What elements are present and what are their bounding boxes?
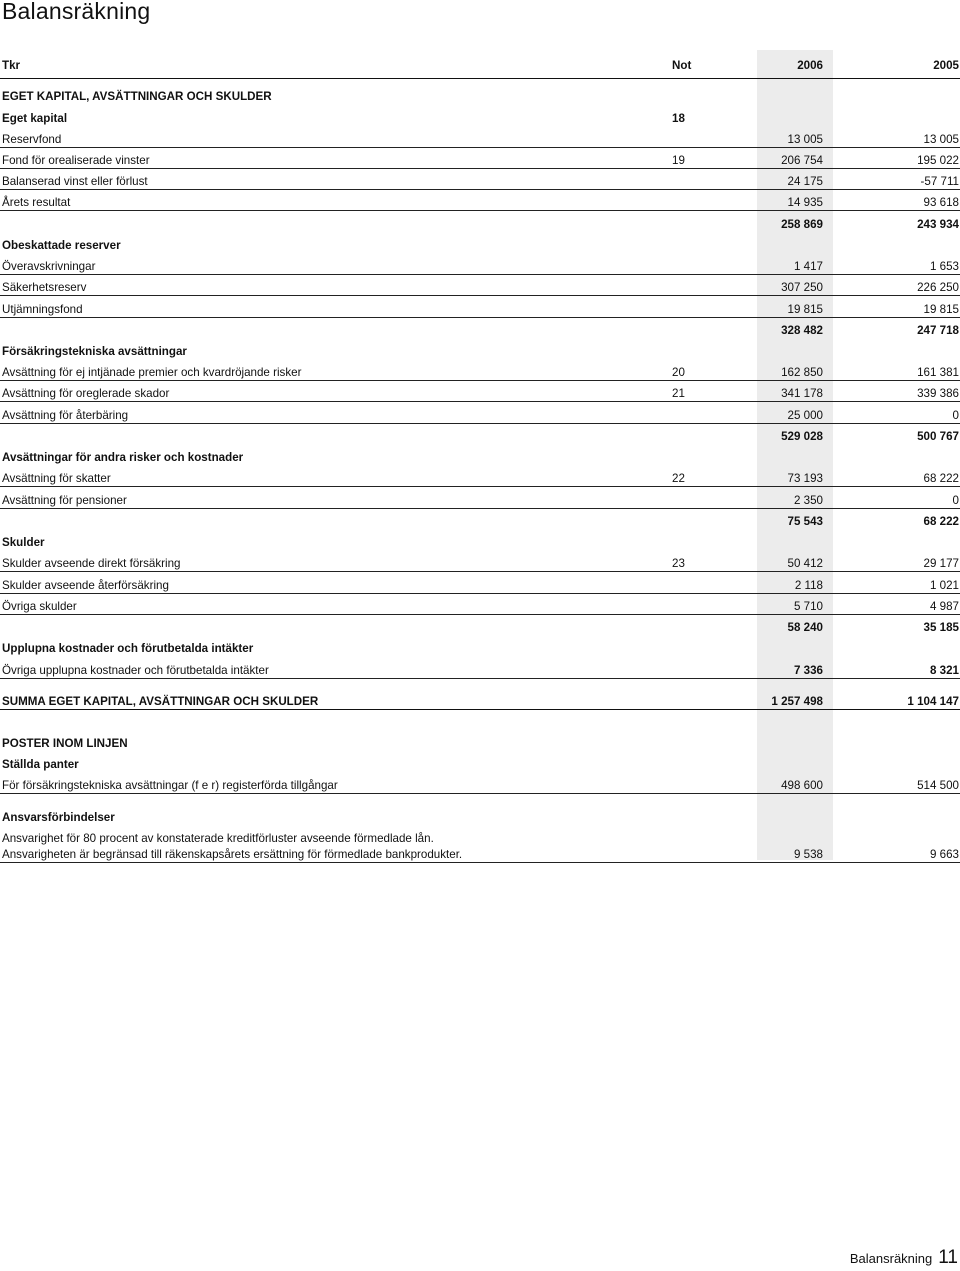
row-value-2006: 9 538: [793, 848, 823, 861]
divider: [0, 78, 960, 79]
row-note: 19: [672, 154, 685, 167]
row-label: Skulder avseende direkt försäkring: [2, 557, 181, 570]
table-row: [0, 106, 960, 126]
footer-text: Balansräkning: [849, 1251, 933, 1266]
row-value-2006: 498 600: [781, 779, 823, 792]
table-row: [0, 148, 960, 168]
row-label: Utjämningsfond: [2, 303, 83, 316]
row-note: 18: [672, 112, 685, 125]
row-value-2005: 29 177: [923, 557, 959, 570]
row-label: Övriga upplupna kostnader och förutbetalda intäkter: [2, 664, 269, 677]
row-divider: [0, 401, 960, 402]
table-row: [0, 424, 960, 444]
table-row: [0, 636, 960, 656]
row-label: För försäkringstekniska avsättningar (f e r) registerförda tillgångar: [2, 779, 338, 792]
row-value-2005: 500 767: [917, 430, 959, 443]
row-value-2006: 2 118: [794, 579, 823, 592]
row-label: SUMMA EGET KAPITAL, AVSÄTTNINGAR OCH SKULDER: [2, 695, 319, 708]
row-value-2006: 50 412: [787, 557, 823, 570]
row-note: 20: [672, 366, 685, 379]
table-row: [0, 233, 960, 253]
row-divider: [0, 793, 960, 794]
row-value-2006: 1 417: [793, 260, 823, 273]
row-value-2006: 13 005: [787, 133, 823, 146]
row-value-2006: 24 175: [787, 175, 823, 188]
row-label: Årets resultat: [2, 196, 71, 209]
table-row: [0, 318, 960, 338]
row-value-2006: 258 869: [781, 218, 823, 231]
row-label: POSTER INOM LINJEN: [2, 737, 128, 750]
row-value-2005: 68 222: [923, 472, 959, 485]
row-value-2006: 14 935: [787, 196, 823, 209]
row-value-2006: 341 178: [781, 387, 823, 400]
row-value-2005: 19 815: [923, 303, 959, 316]
row-value-2005: 0: [952, 409, 959, 422]
row-value-2006: 2 350: [793, 494, 823, 507]
row-label: Överavskrivningar: [2, 260, 96, 273]
page-title: Balansräkning: [2, 0, 151, 24]
table-row: [0, 773, 960, 793]
row-value-2005: 1 021: [929, 579, 959, 592]
row-label: Obeskattade reserver: [2, 239, 121, 252]
page-number: 11: [938, 1247, 958, 1268]
row-value-2005: 1 653: [929, 260, 959, 273]
header-2005: 2005: [933, 59, 959, 72]
row-divider: [0, 571, 960, 572]
row-label: Avsättning för skatter: [2, 472, 111, 485]
row-label: Avsättning för återbäring: [2, 409, 129, 422]
row-label: Skulder avseende återförsäkring: [2, 579, 169, 592]
row-value-2005: 93 618: [923, 196, 959, 209]
table-row: [0, 169, 960, 189]
row-label: Upplupna kostnader och förutbetalda intäkter: [2, 642, 254, 655]
row-label: Försäkringstekniska avsättningar: [2, 345, 187, 358]
table-row: [0, 842, 960, 862]
row-value-2005: 1 104 147: [907, 695, 959, 708]
row-value-2006: 162 850: [781, 366, 823, 379]
row-value-2006: 25 000: [787, 409, 823, 422]
table-row: [0, 658, 960, 678]
row-value-2005: 9 663: [929, 848, 959, 861]
table-row: [0, 84, 960, 104]
row-value-2005: 8 321: [929, 664, 959, 677]
page-footer: [850, 1247, 958, 1269]
row-value-2005: 13 005: [923, 133, 959, 146]
table-row: [0, 254, 960, 274]
row-note: 22: [672, 472, 685, 485]
row-value-2006: 5 710: [793, 600, 823, 613]
row-divider: [0, 486, 960, 487]
table-row: [0, 488, 960, 508]
row-label: Avsättning för oreglerade skador: [2, 387, 170, 400]
row-value-2005: 68 222: [923, 515, 959, 528]
row-divider: [0, 709, 960, 710]
table-row: [0, 805, 960, 825]
row-label: Balanserad vinst eller förlust: [2, 175, 148, 188]
row-label: Övriga skulder: [2, 600, 77, 613]
table-row: [0, 509, 960, 529]
row-label: Ansvarsförbindelser: [2, 811, 115, 824]
table-row: [0, 381, 960, 401]
table-row: [0, 275, 960, 295]
row-label: Ansvarighet för 80 procent av konstaterade kreditförluster avseende förmedlade lån.: [2, 832, 434, 845]
header-2006: 2006: [797, 59, 823, 72]
row-value-2005: -57 711: [920, 175, 959, 188]
table-header-row: [0, 53, 960, 73]
row-value-2006: 58 240: [787, 621, 823, 634]
table-row: [0, 403, 960, 423]
row-value-2005: 35 185: [923, 621, 959, 634]
row-value-2005: 247 718: [917, 324, 959, 337]
row-value-2006: 206 754: [781, 154, 823, 167]
row-label: Avsättning för ej intjänade premier och kvardröjande risker: [2, 366, 302, 379]
row-value-2005: 161 381: [917, 366, 959, 379]
table-row: [0, 190, 960, 210]
row-value-2005: 0: [952, 494, 959, 507]
table-row: [0, 339, 960, 359]
table-row: [0, 127, 960, 147]
table-row: [0, 297, 960, 317]
row-value-2005: 195 022: [917, 154, 959, 167]
row-value-2005: 339 386: [917, 387, 959, 400]
header-not: Not: [672, 59, 692, 72]
row-label: Fond för orealiserade vinster: [2, 154, 150, 167]
table-row: [0, 530, 960, 550]
row-value-2006: 7 336: [793, 664, 823, 677]
row-label: Ansvarigheten är begränsad till räkenskapsårets ersättning för förmedlade bankprodukter.: [2, 848, 463, 861]
row-label: Skulder: [2, 536, 45, 549]
table-row: [0, 466, 960, 486]
table-row: [0, 360, 960, 380]
table-row: [0, 445, 960, 465]
row-divider: [0, 295, 960, 296]
row-divider: [0, 678, 960, 679]
table-row: [0, 594, 960, 614]
row-label: Säkerhetsreserv: [2, 281, 87, 294]
table-row: [0, 689, 960, 709]
row-label: Eget kapital: [2, 112, 68, 125]
row-note: 21: [672, 387, 685, 400]
row-value-2006: 529 028: [781, 430, 823, 443]
row-label: Ställda panter: [2, 758, 79, 771]
table-row: [0, 551, 960, 571]
table-row: [0, 752, 960, 772]
row-note: 23: [672, 557, 685, 570]
row-value-2006: 73 193: [787, 472, 823, 485]
row-value-2005: 514 500: [917, 779, 959, 792]
row-divider: [0, 210, 960, 211]
row-label: Avsättning för pensioner: [2, 494, 127, 507]
row-value-2006: 307 250: [781, 281, 823, 294]
row-label: EGET KAPITAL, AVSÄTTNINGAR OCH SKULDER: [2, 90, 272, 103]
table-row: [0, 212, 960, 232]
row-value-2006: 328 482: [781, 324, 823, 337]
table-row: [0, 615, 960, 635]
row-label: Avsättningar för andra risker och kostnader: [2, 451, 244, 464]
row-value-2006: 1 257 498: [771, 695, 823, 708]
row-value-2005: 243 934: [917, 218, 959, 231]
row-value-2006: 19 815: [787, 303, 823, 316]
table-row: [0, 573, 960, 593]
table-row: [0, 731, 960, 751]
row-value-2006: 75 543: [787, 515, 823, 528]
row-divider: [0, 862, 960, 863]
row-value-2005: 226 250: [917, 281, 959, 294]
header-label: Tkr: [2, 59, 21, 72]
row-label: Reservfond: [2, 133, 62, 146]
row-value-2005: 4 987: [929, 600, 959, 613]
